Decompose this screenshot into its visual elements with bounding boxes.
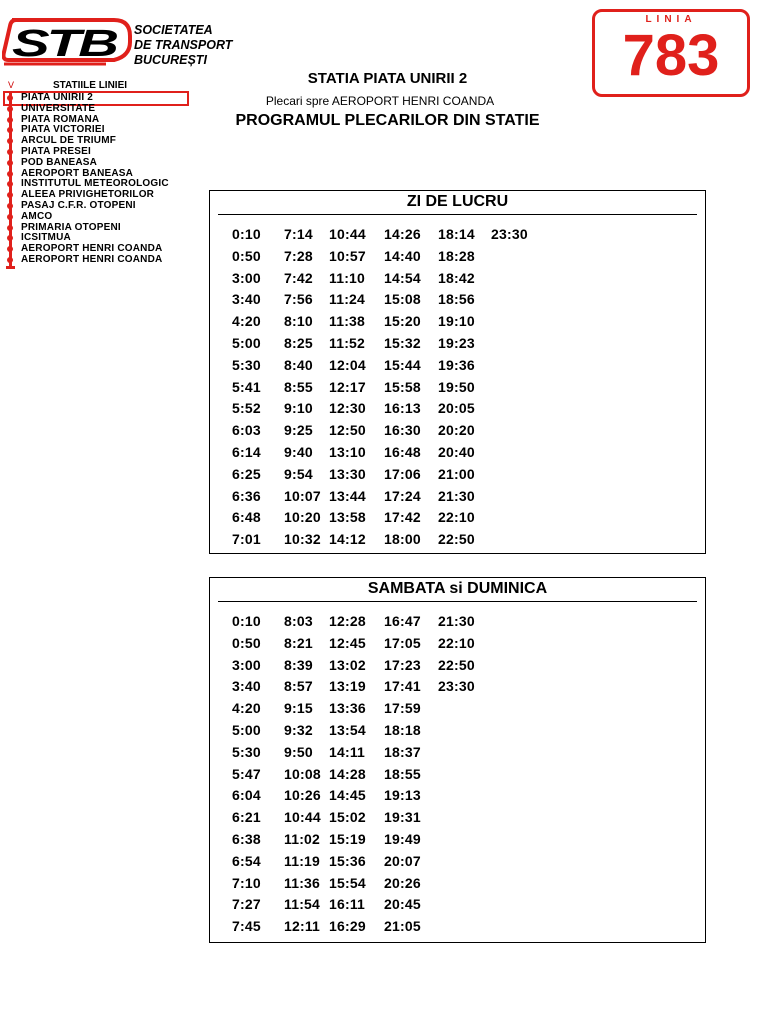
departure-time: 15:02 bbox=[329, 809, 366, 826]
timetable-row bbox=[232, 420, 541, 442]
departure-time: 12:45 bbox=[329, 634, 366, 651]
departure-time: 7:01 bbox=[232, 531, 261, 548]
departure-time: 7:27 bbox=[232, 896, 261, 913]
departure-time: 18:00 bbox=[384, 531, 421, 548]
departure-time: 5:00 bbox=[232, 721, 261, 738]
brand-name-line-2: DE TRANSPORT bbox=[134, 38, 233, 52]
station-name: AEROPORT HENRI COANDA bbox=[21, 243, 163, 255]
departure-time: 12:17 bbox=[329, 378, 366, 395]
timetable-row bbox=[232, 289, 541, 311]
station-name: ALEEA PRIVIGHETORILOR bbox=[21, 189, 155, 201]
timetable-row bbox=[232, 611, 491, 633]
departure-time: 18:28 bbox=[438, 247, 475, 264]
departure-time: 8:21 bbox=[284, 634, 313, 651]
weekday-times bbox=[232, 224, 541, 551]
departure-time: 20:45 bbox=[384, 896, 421, 913]
departure-time: 18:14 bbox=[438, 226, 475, 242]
departure-time: 11:02 bbox=[284, 830, 321, 847]
departure-time: 13:58 bbox=[329, 509, 366, 526]
timetable-row bbox=[232, 224, 541, 246]
departure-time: 9:10 bbox=[284, 400, 313, 417]
departure-time: 5:41 bbox=[232, 378, 261, 395]
departure-time: 5:30 bbox=[232, 743, 261, 760]
departure-time: 14:54 bbox=[384, 269, 421, 286]
departure-time: 10:44 bbox=[329, 226, 366, 242]
departure-time: 5:52 bbox=[232, 400, 261, 417]
departure-time bbox=[491, 507, 541, 529]
departure-time: 17:24 bbox=[384, 487, 421, 504]
departure-time: 6:48 bbox=[232, 509, 261, 526]
departure-time: 6:21 bbox=[232, 809, 261, 826]
departure-time bbox=[438, 873, 491, 895]
departure-time: 9:54 bbox=[284, 465, 313, 482]
departure-time: 8:57 bbox=[284, 678, 313, 695]
station-name: POD BANEASA bbox=[21, 156, 98, 168]
departure-time: 13:10 bbox=[329, 443, 366, 460]
departure-time: 14:45 bbox=[329, 787, 366, 804]
departure-time: 13:36 bbox=[329, 700, 366, 717]
timetable-row bbox=[232, 851, 491, 873]
departure-time: 12:04 bbox=[329, 356, 366, 373]
departure-time bbox=[438, 764, 491, 786]
departure-time: 8:10 bbox=[284, 313, 313, 330]
timetable-row bbox=[232, 486, 541, 508]
departure-time: 20:20 bbox=[438, 422, 475, 439]
departure-time: 0:50 bbox=[232, 247, 261, 264]
divider bbox=[218, 214, 697, 215]
departure-time: 19:36 bbox=[438, 356, 475, 373]
timetable-row bbox=[232, 377, 541, 399]
departure-time: 13:02 bbox=[329, 656, 366, 673]
station-item bbox=[5, 255, 187, 266]
station-dot-icon bbox=[7, 225, 13, 231]
timetable-row bbox=[232, 916, 491, 938]
timetable-row bbox=[232, 333, 541, 355]
brand-name-line-1: SOCIETATEA bbox=[134, 23, 213, 37]
departure-time: 15:36 bbox=[329, 852, 366, 869]
schedule-title: PROGRAMUL PLECARILOR DIN STATIE bbox=[235, 112, 540, 129]
station-name: PIATA UNIRII 2 bbox=[21, 92, 94, 103]
station-dot-icon bbox=[7, 106, 13, 112]
departure-time: 14:40 bbox=[384, 247, 421, 264]
stb-logo-mark bbox=[2, 12, 134, 74]
departure-time: 17:41 bbox=[384, 678, 421, 695]
station-dot-icon bbox=[7, 117, 13, 123]
departure-time: 11:36 bbox=[284, 874, 321, 891]
departure-time bbox=[438, 785, 491, 807]
departure-time: 20:40 bbox=[438, 443, 475, 460]
timetable-row bbox=[232, 698, 491, 720]
departure-time: 11:10 bbox=[329, 269, 366, 286]
departure-time: 21:05 bbox=[384, 918, 421, 935]
departure-time: 16:48 bbox=[384, 443, 421, 460]
departure-time: 12:28 bbox=[329, 613, 366, 629]
departure-time: 17:06 bbox=[384, 465, 421, 482]
station-dot-icon bbox=[7, 203, 13, 209]
departure-time: 19:13 bbox=[384, 787, 421, 804]
timetable-row bbox=[232, 764, 491, 786]
departure-time: 11:19 bbox=[284, 852, 321, 869]
timetable-row bbox=[232, 442, 541, 464]
departure-time: 18:42 bbox=[438, 269, 475, 286]
departure-time: 17:59 bbox=[384, 700, 421, 717]
line-label: LINIA bbox=[645, 14, 697, 25]
departure-time: 12:30 bbox=[329, 400, 366, 417]
departure-time: 16:29 bbox=[329, 918, 366, 935]
brand-name-line-3: BUCUREȘTI bbox=[134, 53, 207, 67]
departure-time: 15:19 bbox=[329, 830, 366, 847]
station-dot-icon bbox=[7, 246, 13, 252]
station-dot-icon bbox=[7, 235, 13, 241]
departure-time bbox=[491, 398, 541, 420]
station-name: ICSITMUA bbox=[21, 232, 71, 244]
station-name: AEROPORT BANEASA bbox=[21, 167, 134, 179]
station-name: ARCUL DE TRIUMF bbox=[21, 135, 117, 147]
departure-time bbox=[491, 289, 541, 311]
station-name: PRIMARIA OTOPENI bbox=[21, 221, 121, 233]
departure-time bbox=[438, 851, 491, 873]
departure-time: 7:14 bbox=[284, 226, 313, 242]
departure-time: 5:47 bbox=[232, 765, 261, 782]
departure-time: 22:50 bbox=[438, 656, 475, 673]
departure-time: 12:11 bbox=[284, 918, 321, 935]
departure-time bbox=[438, 916, 491, 938]
departure-time: 10:20 bbox=[284, 509, 321, 526]
departure-time: 16:30 bbox=[384, 422, 421, 439]
station-dot-icon bbox=[7, 127, 13, 133]
departure-time bbox=[491, 442, 541, 464]
departure-time: 18:18 bbox=[384, 721, 421, 738]
station-name: UNIVERSITATE bbox=[21, 102, 96, 114]
departure-time: 6:25 bbox=[232, 465, 261, 482]
timetable-row bbox=[232, 807, 491, 829]
logo-text: STB bbox=[12, 23, 119, 65]
departure-time: 10:57 bbox=[329, 247, 366, 264]
departure-time: 16:13 bbox=[384, 400, 421, 417]
departure-time: 23:30 bbox=[491, 226, 528, 242]
departure-time: 6:36 bbox=[232, 487, 261, 504]
departure-time: 13:44 bbox=[329, 487, 366, 504]
departure-time: 8:55 bbox=[284, 378, 313, 395]
departure-time: 3:00 bbox=[232, 269, 261, 286]
station-dot-icon bbox=[7, 95, 13, 101]
departure-time bbox=[491, 268, 541, 290]
departure-time: 9:15 bbox=[284, 700, 313, 717]
departure-time: 4:20 bbox=[232, 313, 261, 330]
departure-time: 22:50 bbox=[438, 531, 475, 548]
weekday-timetable bbox=[209, 190, 706, 554]
departure-time: 7:45 bbox=[232, 918, 261, 935]
departure-time: 11:52 bbox=[329, 334, 366, 351]
station-dot-icon bbox=[7, 160, 13, 166]
station-name: INSTITUTUL METEOROLOGIC bbox=[21, 178, 169, 190]
departure-time: 19:50 bbox=[438, 378, 475, 395]
departure-time bbox=[438, 807, 491, 829]
departure-time: 21:30 bbox=[438, 613, 475, 629]
departure-time bbox=[491, 246, 541, 268]
timetable-row bbox=[232, 894, 491, 916]
departure-time: 18:37 bbox=[384, 743, 421, 760]
route-start-marker: V bbox=[8, 80, 15, 90]
departure-time: 9:32 bbox=[284, 721, 313, 738]
departure-time: 19:23 bbox=[438, 334, 475, 351]
departure-time: 10:44 bbox=[284, 809, 321, 826]
departure-time: 19:49 bbox=[384, 830, 421, 847]
station-dot-icon bbox=[7, 192, 13, 198]
timetable-row bbox=[232, 398, 541, 420]
departure-time: 6:03 bbox=[232, 422, 261, 439]
line-number-badge bbox=[592, 9, 750, 97]
departure-time bbox=[438, 894, 491, 916]
departure-time: 6:54 bbox=[232, 852, 261, 869]
station-name: AMCO bbox=[21, 210, 53, 222]
stations-title: STATIILE LINIEI bbox=[52, 80, 128, 91]
departure-time: 10:08 bbox=[284, 765, 321, 782]
departure-time: 7:10 bbox=[232, 874, 261, 891]
departure-time: 6:04 bbox=[232, 787, 261, 804]
departure-time: 0:50 bbox=[232, 634, 261, 651]
departure-time: 23:30 bbox=[438, 678, 475, 695]
departure-time: 4:20 bbox=[232, 700, 261, 717]
departure-time: 7:28 bbox=[284, 247, 313, 264]
departure-time: 9:40 bbox=[284, 443, 313, 460]
station-dot-icon bbox=[7, 171, 13, 177]
departure-time: 0:10 bbox=[232, 226, 261, 242]
departure-time: 5:00 bbox=[232, 334, 261, 351]
departure-time bbox=[438, 742, 491, 764]
station-name: PIATA PRESEI bbox=[21, 145, 92, 157]
departure-time bbox=[438, 829, 491, 851]
departure-time: 10:32 bbox=[284, 531, 321, 548]
timetable-row bbox=[232, 311, 541, 333]
departure-time: 19:10 bbox=[438, 313, 475, 330]
departure-time bbox=[438, 720, 491, 742]
timetable-row bbox=[232, 676, 491, 698]
departure-time: 9:25 bbox=[284, 422, 313, 439]
departure-time: 20:07 bbox=[384, 852, 421, 869]
departure-time bbox=[491, 311, 541, 333]
departure-time: 10:07 bbox=[284, 487, 321, 504]
timetable-row bbox=[232, 464, 541, 486]
station-dot-icon bbox=[7, 257, 13, 263]
departure-time: 15:32 bbox=[384, 334, 421, 351]
route-end-marker bbox=[6, 266, 15, 269]
timetable-row bbox=[232, 529, 541, 551]
station-name: PASAJ C.F.R. OTOPENI bbox=[21, 199, 136, 211]
line-number: 783 bbox=[622, 23, 720, 88]
timetable-row bbox=[232, 507, 541, 529]
departure-time: 3:40 bbox=[232, 291, 261, 308]
departure-time bbox=[491, 377, 541, 399]
departure-time: 21:30 bbox=[438, 487, 475, 504]
departure-time: 8:39 bbox=[284, 656, 313, 673]
station-dot-icon bbox=[7, 214, 13, 220]
departure-time: 22:10 bbox=[438, 634, 475, 651]
departure-time: 15:08 bbox=[384, 291, 421, 308]
departure-time: 13:54 bbox=[329, 721, 366, 738]
departure-time: 11:38 bbox=[329, 313, 366, 330]
station-name: PIATA VICTORIEI bbox=[21, 124, 105, 136]
station-dot-icon bbox=[7, 138, 13, 144]
departure-time: 18:56 bbox=[438, 291, 475, 308]
station-name: AEROPORT HENRI COANDA bbox=[21, 253, 163, 265]
departure-time: 8:03 bbox=[284, 613, 313, 629]
timetable-row bbox=[232, 655, 491, 677]
departure-time: 7:56 bbox=[284, 291, 313, 308]
departure-time: 20:05 bbox=[438, 400, 475, 417]
departure-time: 13:30 bbox=[329, 465, 366, 482]
departure-time: 14:28 bbox=[329, 765, 366, 782]
departure-time: 8:40 bbox=[284, 356, 313, 373]
departure-time: 14:11 bbox=[329, 743, 366, 760]
departure-time bbox=[438, 698, 491, 720]
station-title: STATIA PIATA UNIRII 2 bbox=[307, 70, 468, 87]
timetable-row bbox=[232, 268, 541, 290]
departure-time: 21:00 bbox=[438, 465, 475, 482]
weekend-title: SAMBATA si DUMINICA bbox=[367, 580, 548, 597]
departure-time bbox=[491, 486, 541, 508]
departure-time: 17:23 bbox=[384, 656, 421, 673]
station-dot-icon bbox=[7, 149, 13, 155]
departure-time: 11:24 bbox=[329, 291, 366, 308]
departure-time: 15:20 bbox=[384, 313, 421, 330]
departure-time: 10:26 bbox=[284, 787, 321, 804]
departure-time: 9:50 bbox=[284, 743, 313, 760]
departure-time bbox=[491, 333, 541, 355]
departure-time: 3:40 bbox=[232, 678, 261, 695]
timetable-row bbox=[232, 785, 491, 807]
departure-time: 14:12 bbox=[329, 531, 366, 548]
departure-time: 7:42 bbox=[284, 269, 313, 286]
departure-time: 17:05 bbox=[384, 634, 421, 651]
timetable-row bbox=[232, 873, 491, 895]
station-list bbox=[5, 93, 187, 266]
timetable-row bbox=[232, 742, 491, 764]
timetable-row bbox=[232, 246, 541, 268]
departure-time: 15:54 bbox=[329, 874, 366, 891]
timetable-row bbox=[232, 633, 491, 655]
timetable-row bbox=[232, 720, 491, 742]
departure-time: 17:42 bbox=[384, 509, 421, 526]
timetable-row bbox=[232, 355, 541, 377]
departure-time: 16:47 bbox=[384, 613, 421, 629]
departure-time: 16:11 bbox=[329, 896, 366, 913]
departure-time bbox=[491, 464, 541, 486]
departure-time: 15:44 bbox=[384, 356, 421, 373]
departure-time: 18:55 bbox=[384, 765, 421, 782]
departure-time: 20:26 bbox=[384, 874, 421, 891]
station-dot-icon bbox=[7, 181, 13, 187]
departure-time: 14:26 bbox=[384, 226, 421, 242]
weekday-title: ZI DE LUCRU bbox=[406, 193, 509, 210]
weekend-timetable bbox=[209, 577, 706, 943]
departure-time: 11:54 bbox=[284, 896, 321, 913]
station-name: PIATA ROMANA bbox=[21, 113, 100, 125]
departure-time: 6:14 bbox=[232, 443, 261, 460]
departure-time: 13:19 bbox=[329, 678, 366, 695]
departure-time: 8:25 bbox=[284, 334, 313, 351]
departure-time: 15:58 bbox=[384, 378, 421, 395]
stb-logo bbox=[2, 12, 242, 74]
departure-time: 0:10 bbox=[232, 613, 261, 629]
weekend-times bbox=[232, 611, 491, 938]
departure-time: 19:31 bbox=[384, 809, 421, 826]
departure-time: 3:00 bbox=[232, 656, 261, 673]
divider bbox=[218, 601, 697, 602]
departure-time: 22:10 bbox=[438, 509, 475, 526]
timetable-row bbox=[232, 829, 491, 851]
departure-time: 12:50 bbox=[329, 422, 366, 439]
direction-text: Plecari spre AEROPORT HENRI COANDA bbox=[265, 94, 495, 108]
departure-time bbox=[491, 355, 541, 377]
departure-time: 6:38 bbox=[232, 830, 261, 847]
departure-time bbox=[491, 420, 541, 442]
departure-time: 5:30 bbox=[232, 356, 261, 373]
departure-time bbox=[491, 529, 541, 551]
